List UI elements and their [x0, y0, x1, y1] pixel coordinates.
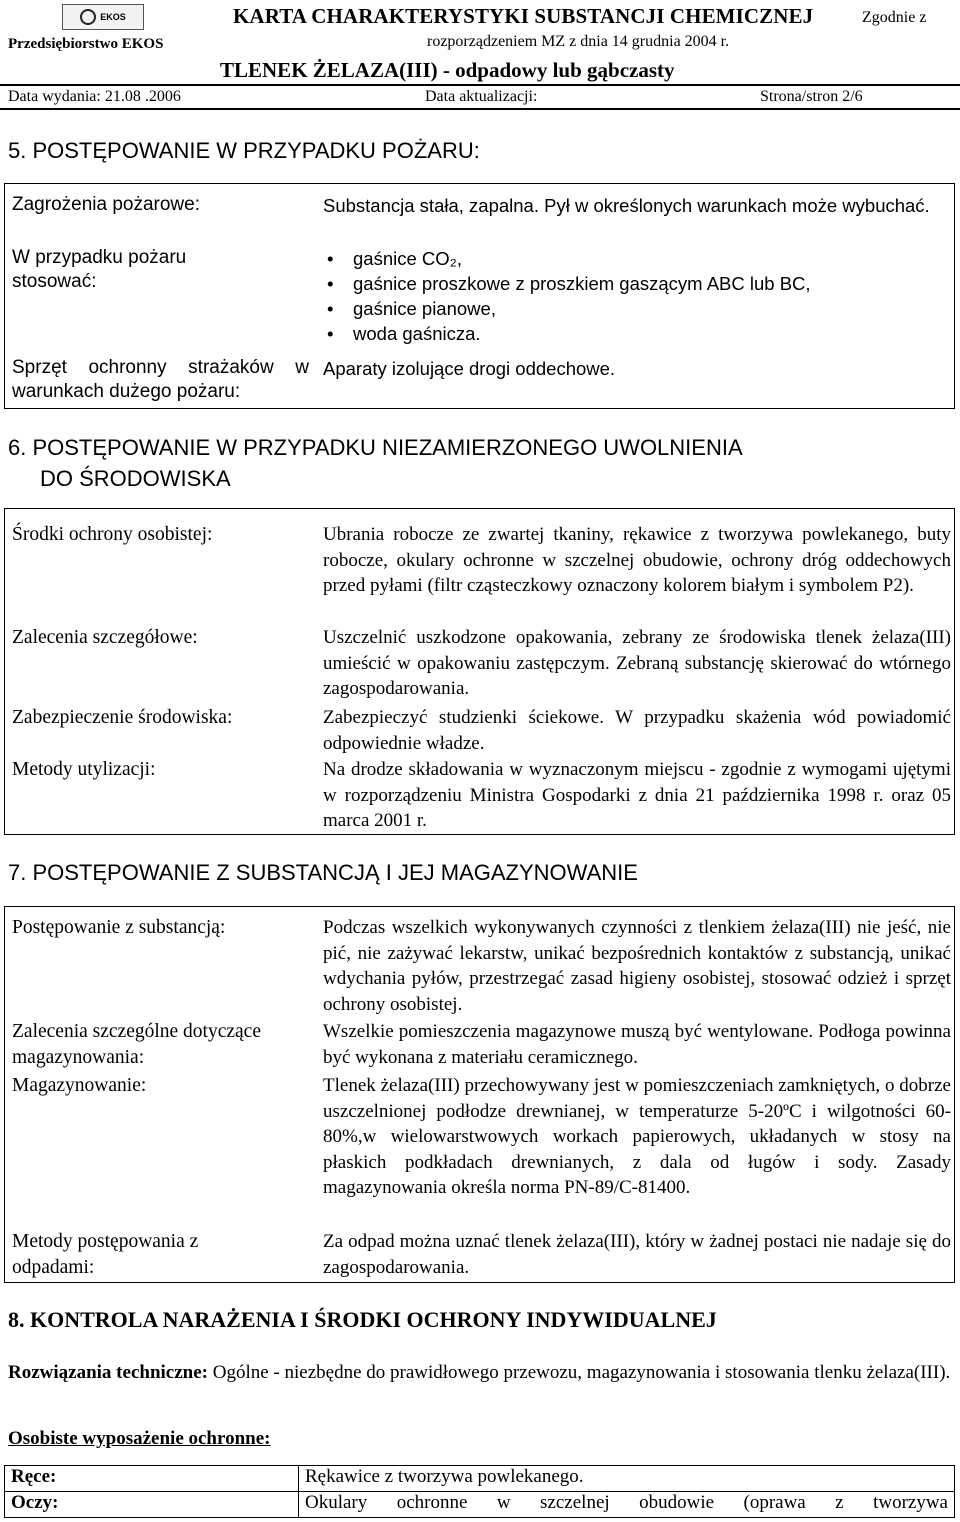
section-6-table — [4, 508, 955, 835]
extinguishing-label: W przypadku pożaru stosować: — [12, 247, 187, 292]
company-name: Przedsiębiorstwo EKOS — [8, 36, 164, 52]
waste-methods-value: Za odpad można uznać tlenek żelaza(III), który w żadnej postaci nie nadaje się do zagospodarowania. — [323, 1231, 951, 1278]
fire-hazards-label: Zagrożenia pożarowe: — [12, 194, 200, 215]
storage-value: Tlenek żelaza(III) przechowywany jest w pomieszczeniach zamkniętych, o dobrze uszczelnionej podłodze drewnianej, w temperaturze 5-20ºC i wilgotności 60-80%,w wielowarstwowych workach papierowych, układanych w stosy na płaskich podkładach drewnianych, z dala od ługów i sody. Zasady magazynowania określa norma PN-89/C-81400. — [323, 1075, 951, 1198]
firefighter-equipment-value: Aparaty izolujące drogi oddechowe. — [323, 358, 616, 379]
environment-protection-value: Zabezpieczyć studzienki ściekowe. W przypadku skażenia wód powiadomić odpowiednie władze. — [323, 707, 951, 754]
list-item: • woda gaśnicza. — [323, 321, 951, 346]
ppe-title: Osobiste wyposażenie ochronne: — [8, 1428, 271, 1449]
header-divider-bottom — [0, 108, 960, 110]
company-logo — [62, 4, 144, 30]
regulation-reference: rozporządzeniem MZ z dnia 14 grudnia 2004 r. — [427, 33, 730, 50]
table-row — [5, 1492, 955, 1518]
product-name: TLENEK ŻELAZA(III) - odpadowy lub gąbczasty — [220, 58, 675, 82]
storage-label: Magazynowanie: — [12, 1075, 147, 1096]
logo-text: EKOS — [100, 12, 126, 22]
technical-solutions-value: Ogólne - niezbędne do prawidłowego przewozu, magazynowania i stosowania tlenku żelaza(III). — [207, 1362, 951, 1383]
ppe-eyes-label: Oczy: — [5, 1492, 299, 1518]
detailed-recommendations-label: Zalecenia szczegółowe: — [12, 627, 198, 648]
personal-protection-value: Ubrania robocze ze zwartej tkaniny, rękawice z tworzywa powlekanego, buty robocze, okulary ochronne w szczelnej obudowie, ochrony dróg oddechowych przed pyłami (filtr cząsteczkowy oznaczony kolorem białym i symbolem P2). — [323, 524, 951, 596]
technical-solutions — [8, 1360, 953, 1386]
disposal-methods-value: Na drodze składowania w wyznaczonym miejscu - zgodnie z wymogami ujętymi w rozporządzeniu Ministra Gospodarki z dnia 21 października 1998 r. oraz 05 marca 2001 r. — [323, 759, 951, 831]
ppe-eyes-value: Okulary ochronne w szczelnej obudowie (oprawa z tworzywa — [299, 1492, 955, 1518]
section-5-table — [4, 183, 955, 409]
extinguishing-list — [323, 246, 951, 346]
personal-protection-label: Środki ochrony osobistej: — [12, 524, 213, 545]
firefighter-equipment-label: Sprzęt ochronny strażaków w warunkach dużego pożaru: — [12, 357, 309, 402]
section-6-title: 6. POSTĘPOWANIE W PRZYPADKU NIEZAMIERZONEGO UWOLNIENIA — [8, 435, 743, 460]
disposal-methods-label: Metody utylizacji: — [12, 759, 156, 780]
update-date: Data aktualizacji: — [425, 88, 538, 105]
section-6-title-line2: DO ŚRODOWISKA — [40, 466, 231, 491]
handling-label: Postępowanie z substancją: — [12, 917, 226, 938]
header-divider — [0, 84, 960, 86]
detailed-recommendations-value: Uszczelnić uszkodzone opakowania, zebrany ze środowiska tlenek żelaza(III) umieścić w opakowaniu zastępczym. Zebraną substancję skierować do wtórnego zagospodarowania. — [323, 627, 951, 699]
waste-methods-label: Metody postępowania z odpadami: — [12, 1231, 199, 1278]
list-item: • gaśnice pianowe, — [323, 296, 951, 321]
ppe-table — [4, 1465, 955, 1518]
handling-value: Podczas wszelkich wykonywanych czynności z tlenkiem żelaza(III) nie jeść, nie pić, nie zażywać lekarstw, unikać bezpośrednich kontaktów z substancją, unikać wdychania pyłów, przestrzegać zasad higieny osobistej, stosować odzież i sprzęt ochrony osobistej. — [323, 917, 951, 1015]
table-row — [5, 1466, 955, 1492]
logo-mark-icon — [80, 9, 96, 25]
compliance-label: Zgodnie z — [862, 9, 927, 26]
storage-recommendations-value: Wszelkie pomieszczenia magazynowe muszą być wentylowane. Podłoga powinna być wykonana z materiału ceramicznego. — [323, 1021, 951, 1068]
list-item: • gaśnice CO₂, — [323, 246, 951, 271]
issue-date: Data wydania: 21.08 .2006 — [8, 88, 181, 105]
section-8-title: 8. KONTROLA NARAŻENIA I ŚRODKI OCHRONY INDYWIDUALNEJ — [8, 1307, 717, 1332]
document-header — [0, 0, 960, 108]
fire-hazards-value: Substancja stała, zapalna. Pył w określonych warunkach może wybuchać. — [323, 195, 930, 216]
document-title: KARTA CHARAKTERYSTYKI SUBSTANCJI CHEMICZNEJ — [233, 4, 814, 28]
environment-protection-label: Zabezpieczenie środowiska: — [12, 707, 233, 728]
section-5-title: 5. POSTĘPOWANIE W PRZYPADKU POŻARU: — [8, 138, 480, 163]
ppe-hands-label: Ręce: — [5, 1466, 299, 1492]
storage-recommendations-label: Zalecenia szczególne dotyczące magazynowania: — [12, 1021, 261, 1068]
list-item: • gaśnice proszkowe z proszkiem gaszącym ABC lub BC, — [323, 271, 951, 296]
technical-solutions-label: Rozwiązania techniczne: — [8, 1362, 208, 1383]
page-number: Strona/stron 2/6 — [760, 88, 863, 105]
section-7-table — [4, 906, 955, 1283]
ppe-hands-value: Rękawice z tworzywa powlekanego. — [299, 1466, 955, 1492]
section-7-title: 7. POSTĘPOWANIE Z SUBSTANCJĄ I JEJ MAGAZYNOWANIE — [8, 860, 638, 885]
